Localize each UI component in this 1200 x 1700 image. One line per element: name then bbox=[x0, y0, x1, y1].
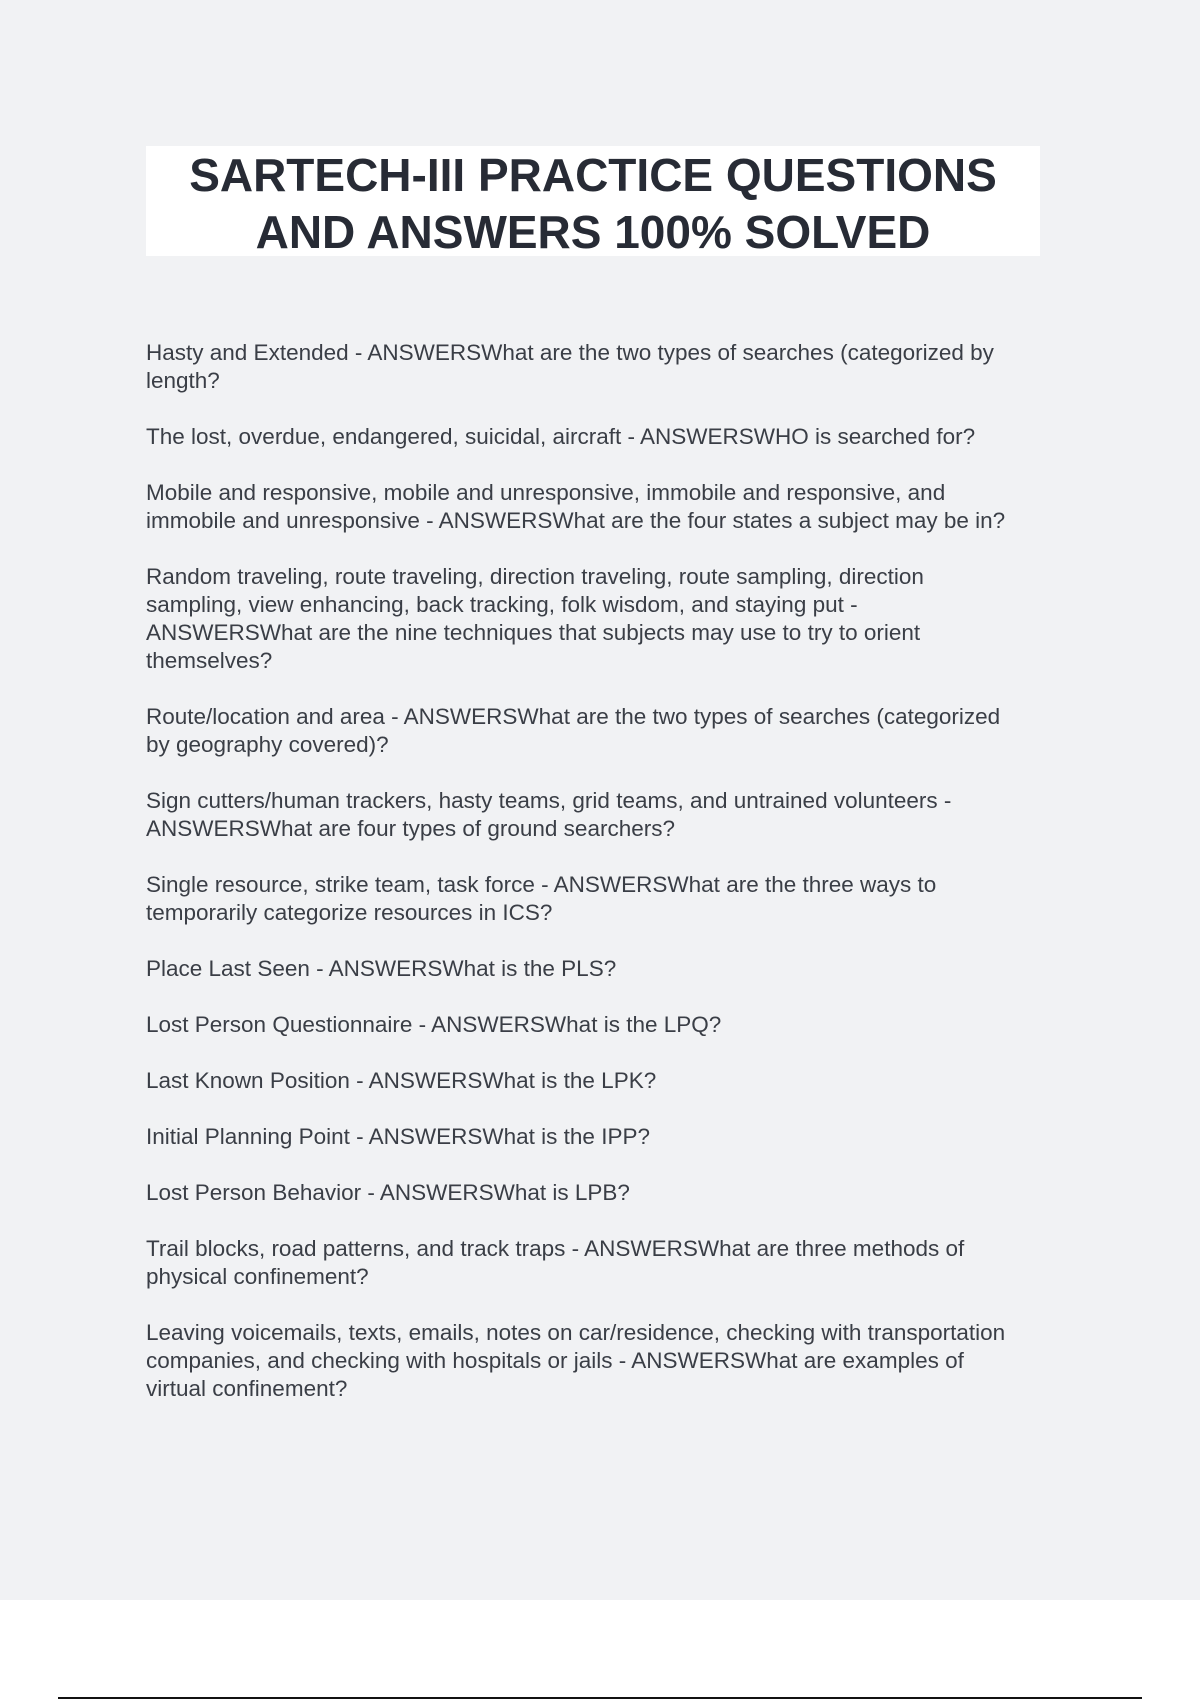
qa-item bbox=[146, 787, 1076, 843]
qa-line: virtual confinement? bbox=[146, 1376, 348, 1401]
document-title bbox=[146, 146, 1040, 256]
qa-item bbox=[146, 1011, 1076, 1039]
qa-item bbox=[146, 1319, 1076, 1403]
qa-line: Single resource, strike team, task force - ANSWERSWhat are the three ways to bbox=[146, 872, 937, 897]
qa-line: by geography covered)? bbox=[146, 732, 389, 757]
footer-divider bbox=[58, 1697, 1142, 1699]
qa-item bbox=[146, 1235, 1076, 1291]
qa-line: immobile and unresponsive - ANSWERSWhat are the four states a subject may be in? bbox=[146, 508, 1006, 533]
qa-line: Lost Person Questionnaire - ANSWERSWhat is the LPQ? bbox=[146, 1012, 722, 1037]
qa-line: temporarily categorize resources in ICS? bbox=[146, 900, 553, 925]
qa-line: themselves? bbox=[146, 648, 273, 673]
qa-item bbox=[146, 563, 1076, 675]
qa-item bbox=[146, 871, 1076, 927]
qa-item bbox=[146, 423, 1076, 451]
qa-line: sampling, view enhancing, back tracking, folk wisdom, and staying put - bbox=[146, 592, 858, 617]
qa-line: Route/location and area - ANSWERSWhat are the two types of searches (categorized bbox=[146, 704, 1001, 729]
qa-item bbox=[146, 479, 1076, 535]
qa-line: ANSWERSWhat are four types of ground searchers? bbox=[146, 816, 675, 841]
qa-line: Mobile and responsive, mobile and unresponsive, immobile and responsive, and bbox=[146, 480, 946, 505]
qa-line: Trail blocks, road patterns, and track traps - ANSWERSWhat are three methods of bbox=[146, 1236, 965, 1261]
qa-line: Place Last Seen - ANSWERSWhat is the PLS? bbox=[146, 956, 617, 981]
qa-line: Hasty and Extended - ANSWERSWhat are the two types of searches (categorized by bbox=[146, 340, 994, 365]
qa-line: companies, and checking with hospitals or jails - ANSWERSWhat are examples of bbox=[146, 1348, 964, 1373]
qa-item bbox=[146, 339, 1076, 395]
qa-line: Random traveling, route traveling, direction traveling, route sampling, direction bbox=[146, 564, 924, 589]
qa-item bbox=[146, 1123, 1076, 1151]
qa-line: Leaving voicemails, texts, emails, notes on car/residence, checking with transportation bbox=[146, 1320, 1006, 1345]
qa-line: Sign cutters/human trackers, hasty teams, grid teams, and untrained volunteers - bbox=[146, 788, 952, 813]
qa-line: length? bbox=[146, 368, 220, 393]
qa-item bbox=[146, 703, 1076, 759]
qa-list bbox=[146, 339, 1076, 1431]
qa-line: The lost, overdue, endangered, suicidal, aircraft - ANSWERSWHO is searched for? bbox=[146, 424, 976, 449]
qa-line: Lost Person Behavior - ANSWERSWhat is LPB? bbox=[146, 1180, 630, 1205]
qa-item bbox=[146, 1179, 1076, 1207]
qa-item bbox=[146, 955, 1076, 983]
title-line-2: AND ANSWERS 100% SOLVED bbox=[255, 206, 931, 258]
qa-item bbox=[146, 1067, 1076, 1095]
title-line-1: SARTECH-III PRACTICE QUESTIONS bbox=[189, 149, 997, 201]
qa-line: physical confinement? bbox=[146, 1264, 369, 1289]
qa-line: ANSWERSWhat are the nine techniques that subjects may use to try to orient bbox=[146, 620, 921, 645]
qa-line: Last Known Position - ANSWERSWhat is the LPK? bbox=[146, 1068, 657, 1093]
qa-line: Initial Planning Point - ANSWERSWhat is the IPP? bbox=[146, 1124, 650, 1149]
